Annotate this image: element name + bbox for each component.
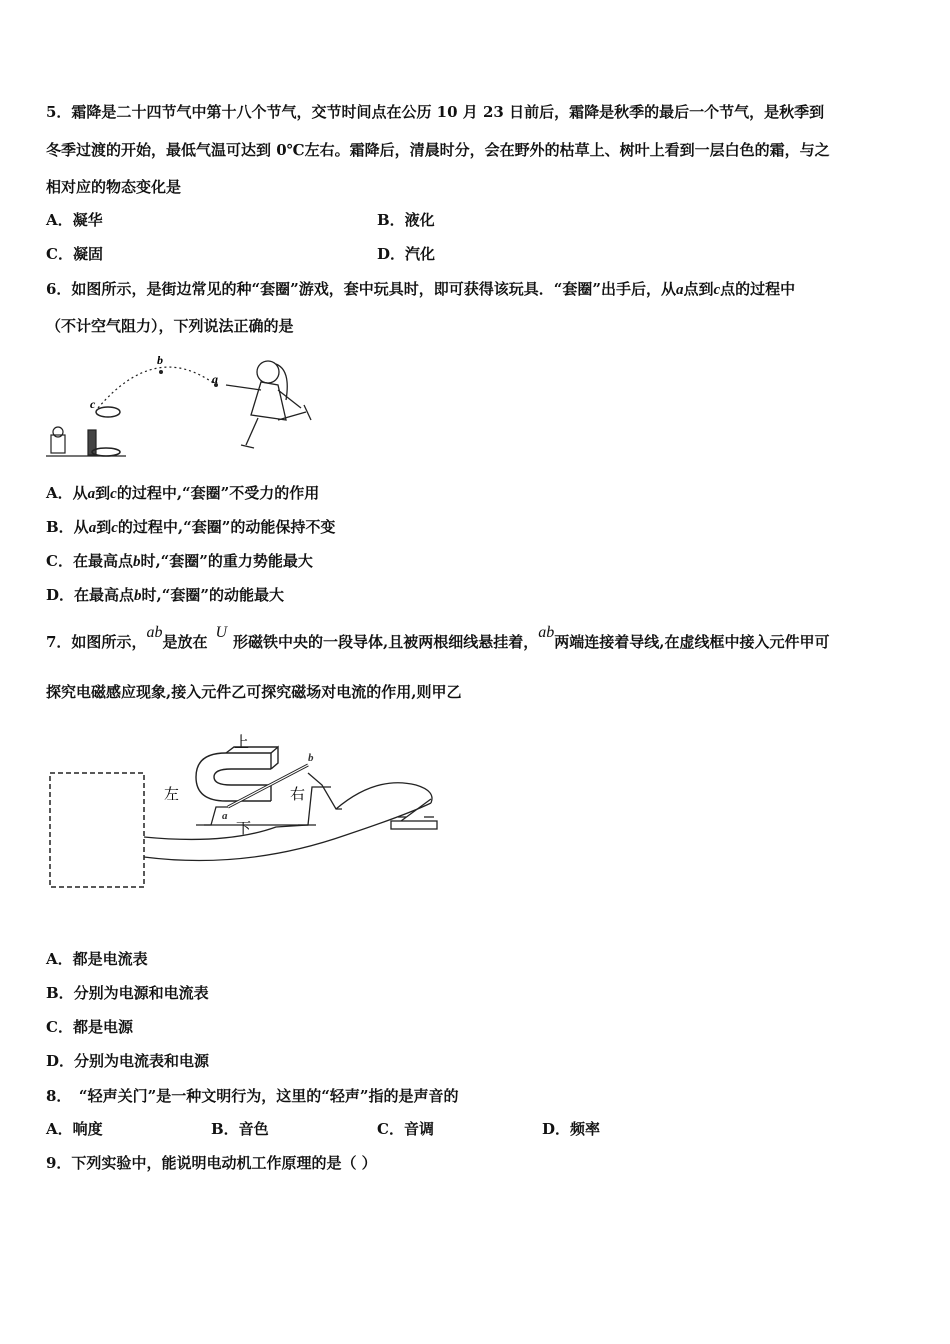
q5-stem-line1: 5．霜降是二十四节气中第十八个节气，交节时间点在公历 10 月 23 日前后，霜降是秋季的最后一个节气，是秋季到 — [46, 103, 825, 121]
q7-option-d[interactable]: D．分别为电流表和电源 — [46, 1052, 210, 1070]
q6-stem-mid: 点到 — [683, 280, 714, 298]
q6-option-d-var: b — [134, 588, 142, 604]
q6-var-c: c — [713, 282, 721, 298]
toy-drawing — [46, 427, 126, 456]
girl-drawing — [226, 361, 311, 448]
q6-option-b-mid: 到 — [96, 518, 112, 536]
q7-option-a[interactable]: A．都是电流表 — [46, 950, 148, 968]
q7-label-right: 右 — [290, 785, 306, 803]
q6-option-a-post: 的过程中,“套圈”不受力的作用 — [116, 484, 320, 502]
q6-option-d-pre: D．在最高点 — [46, 586, 135, 604]
q5-option-a[interactable]: A．凝华 — [46, 211, 103, 229]
q6-option-b-var1: a — [88, 520, 97, 536]
q8-option-a[interactable]: A．响度 — [46, 1120, 103, 1138]
q7-var-ab-2: ab — [538, 624, 555, 641]
q6-option-a-mid: 到 — [95, 484, 111, 502]
q6-figure-label-a: a — [212, 372, 218, 386]
q6-stem-line2: （不计空气阻力），下列说法正确的是 — [46, 317, 294, 335]
q6-option-d-post: 时,“套圈”的动能最大 — [141, 586, 284, 604]
q6-option-c-post: 时,“套圈”的重力势能最大 — [140, 552, 313, 570]
q6-option-c-pre: C．在最高点 — [46, 552, 133, 570]
q6-stem-text: 6．如图所示，是街边常见的种“套圈”游戏，套中玩具时，即可获得该玩具．“套圈”出手后，从 — [46, 280, 676, 298]
u-magnet-drawing — [196, 747, 278, 801]
q7-var-u: U — [215, 624, 228, 641]
q5-stem-line3: 相对应的物态变化是 — [46, 178, 182, 196]
q7-stem-line2: 探究电磁感应现象,接入元件乙可探究磁场对电流的作用,则甲乙 — [46, 683, 462, 701]
q9-stem: 9．下列实验中，能说明电动机工作原理的是（ ） — [46, 1154, 377, 1172]
q6-option-c-var: b — [132, 554, 141, 570]
q6-option-d[interactable] — [46, 585, 284, 606]
q5-stem-line2: 冬季过渡的开始，最低气温可达到 0℃左右。霜降后，清晨时分，会在野外的枯草上、树叶上看到一层白色的霜，与之 — [46, 141, 830, 159]
q6-option-b[interactable] — [46, 517, 335, 538]
q6-option-a-var2: c — [110, 486, 117, 502]
q6-option-b-pre: B．从 — [46, 518, 89, 536]
q7-stem-t1: 是放在 — [162, 633, 208, 651]
q6-option-b-var2: c — [111, 520, 118, 536]
q7-option-c[interactable]: C．都是电源 — [46, 1018, 133, 1036]
q6-stem-end: 点的过程中 — [720, 280, 796, 298]
q6-ring-toss-figure — [46, 350, 326, 465]
q6-var-a: a — [675, 282, 684, 298]
q5-option-b[interactable]: B．液化 — [377, 211, 435, 229]
q8-stem: 8． “轻声关门”是一种文明行为，这里的“轻声”指的是声音的 — [46, 1087, 459, 1105]
q7-label-b: b — [308, 752, 314, 764]
q7-stem-line1 — [46, 624, 830, 653]
q7-label-down: 下 — [236, 819, 252, 837]
q6-figure-label-b: b — [157, 353, 163, 367]
q7-magnet-circuit-figure — [46, 725, 446, 895]
q5-option-c[interactable]: C．凝固 — [46, 245, 103, 263]
q8-option-d[interactable]: D．频率 — [542, 1120, 601, 1138]
q6-figure-label-c: c — [90, 397, 96, 411]
q6-stem-line1 — [46, 279, 795, 300]
q7-stem-t2: 形磁铁中央的一段导体,且被两根细线悬挂着， — [233, 633, 539, 651]
q7-stem-t3: 两端连接着导线,在虚线框中接入元件甲可 — [554, 633, 830, 651]
q6-option-a-pre: A．从 — [46, 484, 88, 502]
q7-label-left: 左 — [164, 785, 180, 803]
q7-option-b[interactable]: B．分别为电源和电流表 — [46, 984, 209, 1002]
q6-option-b-post: 的过程中,“套圈”的动能保持不变 — [117, 518, 336, 536]
q7-label-a: a — [222, 810, 228, 822]
q8-option-c[interactable]: C．音调 — [377, 1120, 434, 1138]
q5-option-d[interactable]: D．汽化 — [377, 245, 436, 263]
q8-option-b[interactable]: B．音色 — [211, 1120, 269, 1138]
q6-option-a[interactable] — [46, 483, 319, 504]
q6-option-c[interactable] — [46, 551, 313, 572]
q7-label-up: 上 — [234, 733, 250, 751]
q7-var-ab-1: ab — [146, 624, 163, 641]
q6-option-a-var1: a — [87, 486, 96, 502]
q7-stem-num: 7．如图所示， — [46, 633, 147, 651]
